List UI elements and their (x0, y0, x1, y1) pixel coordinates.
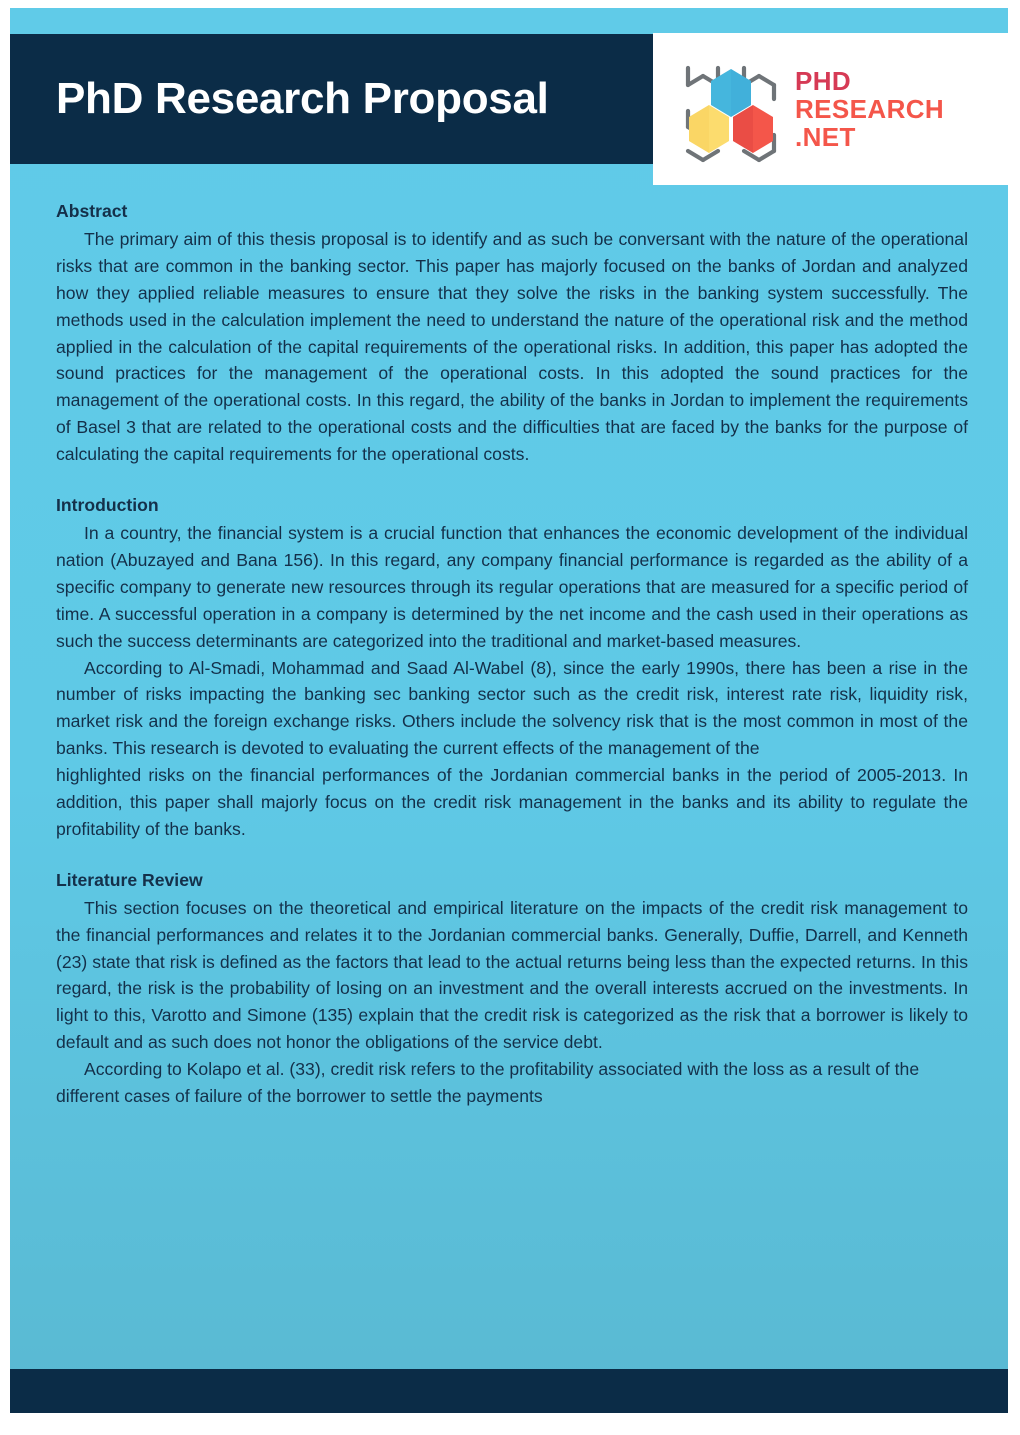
paragraph-introduction-2: According to Al-Smadi, Mohammad and Saad Al-Wabel (8), since the early 1990s, there has been a rise in the number of risks impacting the banking sec banking sector such as the credit risk, interest rate risk, liquidity risk, market risk and the foreign exchange risks. Others include the solvency risk that is the most common in most of the banks. This research is devoted to evaluating the current effects of the management of the (56, 657, 968, 759)
document-body (56, 198, 968, 1110)
paragraph-literature-2: According to Kolapo et al. (33), credit risk refers to the profitability associated with the loss as a result of the different cases of failure of the borrower to settle the payments (56, 1059, 920, 1107)
paragraph-introduction-1: In a country, the financial system is a crucial function that enhances the economic development of the individual nation (Abuzayed and Bana 156). In this regard, any company financial performance is regarded as the ability of a specific company to generate new resources through its regular operations that are measured for a specific period of time. A successful operation in a company is determined by the net income and the cash used in their operations as such the success determinants are categorized into the traditional and market-based measures. (56, 522, 968, 651)
section-heading-abstract: Abstract (56, 201, 128, 221)
paragraph-abstract-1: The primary aim of this thesis proposal is to identify and as such be conversant with the nature of the operational risks that are common in the banking sector. This paper has majorly focused on the banks of Jordan and analyzed how they applied reliable measures to ensure that they solve the risks in the banking system successfully. The methods used in the calculation implement the need to understand the nature of the operational risk and the method applied in the calculation of the capital requirements of the operational risks. In addition, this paper has adopted the sound practices for the management of the operational costs. In this adopted the sound practices for the management of the operational costs. In this regard, the ability of the banks in Jordan to implement the requirements of Basel 3 that are related to the operational costs and the difficulties that are faced by the banks for the purpose of calculating the capital requirements for the operational costs. (56, 228, 968, 465)
logo-line-research: RESEARCH (795, 94, 945, 124)
section-spacer (56, 843, 968, 867)
document-page (10, 8, 1008, 1413)
hexagon-cluster-icon (677, 55, 785, 163)
header-bar (10, 34, 653, 164)
brand-logo-wordmark (795, 67, 944, 151)
brand-logo-card (653, 33, 1008, 185)
paragraph-introduction-3: highlighted risks on the financial performances of the Jordanian commercial banks in the period of 2005-2013. In addition, this paper shall majorly focus on the credit risk management in the banks and its ability to regulate the profitability of the banks. (56, 765, 968, 839)
logo-line-phd: PHD (795, 66, 852, 96)
section-spacer (56, 468, 968, 492)
page-title: PhD Research Proposal (56, 73, 549, 123)
section-heading-literature-review: Literature Review (56, 869, 203, 890)
footer-bar (10, 1369, 1008, 1413)
logo-line-net: .NET (795, 122, 856, 152)
paragraph-literature-1: This section focuses on the theoretical and empirical literature on the impacts of the credit risk management to the financial performances and relates it to the Jordanian commercial banks. Generally, Duffie, Darrell, and Kenneth (23) state that risk is defined as the factors that lead to the actual returns being less than the expected returns. In this regard, the risk is the probability of losing on an investment and the overall interests accrued on the investments. In light to this, Varotto and Simone (135) explain that the credit risk is categorized as the risk that a borrower is likely to default and as such does not honor the obligations of the service debt. (56, 897, 968, 1053)
section-heading-introduction: Introduction (56, 495, 159, 516)
